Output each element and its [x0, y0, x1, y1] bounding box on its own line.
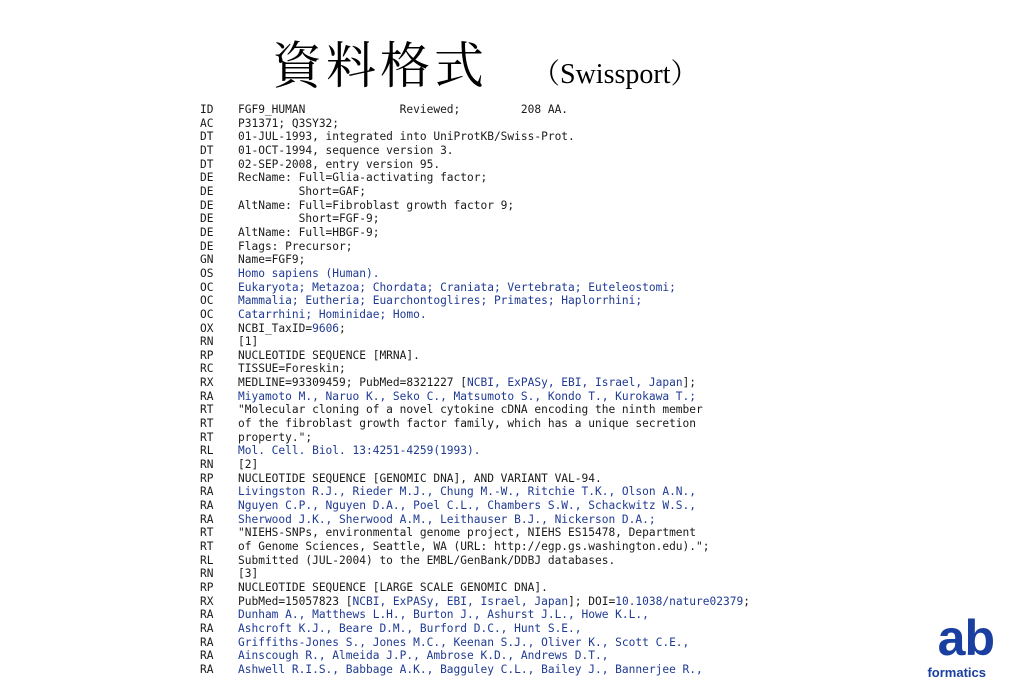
line-code: RL: [200, 444, 214, 458]
line-text: MEDLINE=93309459; PubMed=8321227 [: [238, 376, 468, 390]
line-code: RX: [200, 376, 214, 390]
line-code: RP: [200, 471, 214, 485]
record-line: [200, 335, 840, 349]
slide-title: [272, 26, 698, 98]
record-line: [200, 622, 840, 636]
record-line: [200, 595, 840, 609]
line-text: Submitted (JUL-2004) to the EMBL/GenBank/DDBJ databases.: [238, 553, 616, 567]
record-line: [200, 513, 840, 527]
record-line: [200, 185, 840, 199]
line-code: RA: [200, 621, 214, 635]
record-link[interactable]: 10.1038/nature02379: [615, 594, 744, 608]
record-link[interactable]: NCBI, ExPASy, EBI, Israel, Japan: [352, 594, 569, 608]
line-text: NCBI_TaxID=: [238, 321, 313, 335]
line-code: RT: [200, 430, 214, 444]
record-line: [200, 540, 840, 554]
record-link[interactable]: Griffiths-Jones S., Jones M.C., Keenan S.J., Oliver K., Scott C.E.,: [238, 635, 690, 649]
record-line: [200, 212, 840, 226]
record-line: [200, 171, 840, 185]
line-code: RN: [200, 567, 214, 581]
record-line: [200, 253, 840, 267]
line-code: RT: [200, 526, 214, 540]
record-line: [200, 294, 840, 308]
line-text: [2]: [238, 458, 259, 472]
record-line: [200, 567, 840, 581]
line-code: DT: [200, 157, 214, 171]
record-line: [200, 322, 840, 336]
record-link[interactable]: Mammalia; Eutheria; Euarchontoglires; Primates; Haplorrhini;: [238, 294, 643, 308]
record-line: [200, 103, 840, 117]
line-code: RA: [200, 635, 214, 649]
line-code: RP: [200, 580, 214, 594]
line-code: DT: [200, 143, 214, 157]
line-text: 01-OCT-1994, sequence version 3.: [238, 143, 454, 157]
record-line: [200, 663, 840, 677]
line-text: [3]: [238, 567, 259, 581]
line-code: RN: [200, 335, 214, 349]
record-line: [200, 130, 840, 144]
line-text: of the fibroblast growth factor family, which has a unique secretion: [238, 417, 697, 431]
logo-tagline: formatics: [927, 665, 986, 680]
line-text: NUCLEOTIDE SEQUENCE [MRNA].: [238, 348, 420, 362]
record-link[interactable]: Homo sapiens (Human).: [238, 266, 380, 280]
record-line: [200, 499, 840, 513]
line-text: Short=FGF-9;: [238, 212, 380, 226]
record-link[interactable]: Ainscough R., Almeida J.P., Ambrose K.D., Andrews D.T.,: [238, 649, 609, 663]
line-code: DT: [200, 130, 214, 144]
line-text: "NIEHS-SNPs, environmental genome project, NIEHS ES15478, Department: [238, 526, 697, 540]
line-code: OS: [200, 266, 214, 280]
line-code: RA: [200, 512, 214, 526]
record-line: [200, 144, 840, 158]
line-code: RL: [200, 553, 214, 567]
line-code: DE: [200, 198, 214, 212]
bioinformatics-logo: [908, 610, 1020, 682]
line-code: RC: [200, 362, 214, 376]
line-text: TISSUE=Foreskin;: [238, 362, 346, 376]
line-code: RT: [200, 417, 214, 431]
line-code: OC: [200, 307, 214, 321]
line-code: RT: [200, 540, 214, 553]
record-line: [200, 649, 840, 663]
line-text: "Molecular cloning of a novel cytokine cDNA encoding the ninth member: [238, 403, 703, 417]
line-code: RP: [200, 348, 214, 362]
line-text: FGF9_HUMAN Reviewed; 208 AA.: [238, 103, 569, 116]
line-text: property.";: [238, 430, 313, 444]
line-code: DE: [200, 239, 214, 253]
record-link[interactable]: Mol. Cell. Biol. 13:4251-4259(1993).: [238, 444, 481, 458]
line-code: AC: [200, 116, 214, 130]
record-line: [200, 390, 840, 404]
line-code: RX: [200, 594, 214, 608]
record-line: [200, 226, 840, 240]
record-link[interactable]: Livingston R.J., Rieder M.J., Chung M.-W., Ritchie T.K., Olson A.N.,: [238, 485, 697, 499]
line-text: ;: [743, 594, 750, 608]
record-line: [200, 199, 840, 213]
line-code: RN: [200, 458, 214, 472]
line-code: OX: [200, 321, 214, 335]
record-line: [200, 308, 840, 322]
line-code: RA: [200, 499, 214, 513]
line-code: GN: [200, 253, 214, 267]
record-line: [200, 158, 840, 172]
line-code: DE: [200, 225, 214, 239]
record-link[interactable]: Miyamoto M., Naruo K., Seko C., Matsumoto S., Kondo T., Kurokawa T.;: [238, 389, 697, 403]
record-line: [200, 636, 840, 650]
slide-title-main: 資料格式: [272, 37, 488, 95]
record-link[interactable]: Dunham A., Matthews L.H., Burton J., Ashurst J.L., Howe K.L.,: [238, 608, 649, 622]
line-text: [1]: [238, 335, 259, 349]
line-code: RA: [200, 389, 214, 403]
record-link[interactable]: Nguyen C.P., Nguyen D.A., Poel C.L., Chambers S.W., Schackwitz W.S.,: [238, 499, 697, 513]
record-link[interactable]: Ashwell R.I.S., Babbage A.K., Bagguley C.L., Bailey J., Bannerjee R.,: [238, 662, 703, 676]
line-text: NUCLEOTIDE SEQUENCE [GENOMIC DNA], AND VARIANT VAL-94.: [238, 471, 602, 485]
line-code: RA: [200, 608, 214, 622]
record-line: [200, 403, 840, 417]
line-text: PubMed=15057823 [: [238, 594, 353, 608]
record-line: [200, 349, 840, 363]
line-code: OC: [200, 294, 214, 308]
record-link[interactable]: NCBI, ExPASy, EBI, Israel, Japan: [467, 376, 683, 390]
record-line: [200, 526, 840, 540]
line-code: DE: [200, 212, 214, 226]
line-text: AltName: Full=HBGF-9;: [238, 225, 380, 239]
uniprot-record: [200, 103, 840, 677]
logo-mark: ab: [937, 610, 994, 666]
record-line: [200, 581, 840, 595]
record-line: [200, 240, 840, 254]
line-text: Short=GAF;: [238, 184, 366, 198]
line-text: NUCLEOTIDE SEQUENCE [LARGE SCALE GENOMIC DNA].: [238, 580, 548, 594]
line-code: RA: [200, 485, 214, 499]
line-code: RT: [200, 403, 214, 417]
record-line: [200, 485, 840, 499]
line-text: ;: [339, 321, 346, 335]
line-text: ]; DOI=: [568, 594, 616, 608]
line-code: DE: [200, 184, 214, 198]
line-code: OC: [200, 280, 214, 294]
record-link[interactable]: Ashcroft K.J., Beare D.M., Burford D.C., Hunt S.E.,: [238, 621, 582, 635]
record-link[interactable]: Sherwood J.K., Sherwood A.M., Leithauser B.J., Nickerson D.A.;: [238, 512, 656, 526]
record-link[interactable]: 9606: [312, 321, 340, 335]
record-line: [200, 458, 840, 472]
record-line: [200, 417, 840, 431]
record-line: [200, 376, 840, 390]
line-text: AltName: Full=Fibroblast growth factor 9;: [238, 198, 515, 212]
line-text: Flags: Precursor;: [238, 239, 353, 253]
line-text: Name=FGF9;: [238, 253, 306, 267]
record-line: [200, 608, 840, 622]
line-code: DE: [200, 171, 214, 185]
record-line: [200, 362, 840, 376]
line-code: RA: [200, 662, 214, 676]
line-text: 02-SEP-2008, entry version 95.: [238, 157, 441, 171]
record-link[interactable]: Catarrhini; Hominidae; Homo.: [238, 307, 427, 321]
line-text: RecName: Full=Glia-activating factor;: [238, 171, 488, 185]
record-line: [200, 267, 840, 281]
record-line: [200, 444, 840, 458]
record-line: [200, 431, 840, 445]
record-line: [200, 554, 840, 568]
record-link[interactable]: Eukaryota; Metazoa; Chordata; Craniata; Vertebrata; Euteleostomi;: [238, 280, 676, 294]
record-line: [200, 472, 840, 486]
line-text: 01-JUL-1993, integrated into UniProtKB/Swiss-Prot.: [238, 130, 575, 144]
record-line: [200, 281, 840, 295]
record-line: [200, 117, 840, 131]
line-text: ];: [682, 376, 697, 390]
line-text: of Genome Sciences, Seattle, WA (URL: http://egp.gs.washington.edu).";: [238, 540, 710, 553]
line-text: P31371; Q3SY32;: [238, 116, 340, 130]
slide-title-subtitle: （Swissport）: [532, 59, 699, 90]
line-code: RA: [200, 649, 214, 663]
line-code: ID: [200, 103, 214, 116]
